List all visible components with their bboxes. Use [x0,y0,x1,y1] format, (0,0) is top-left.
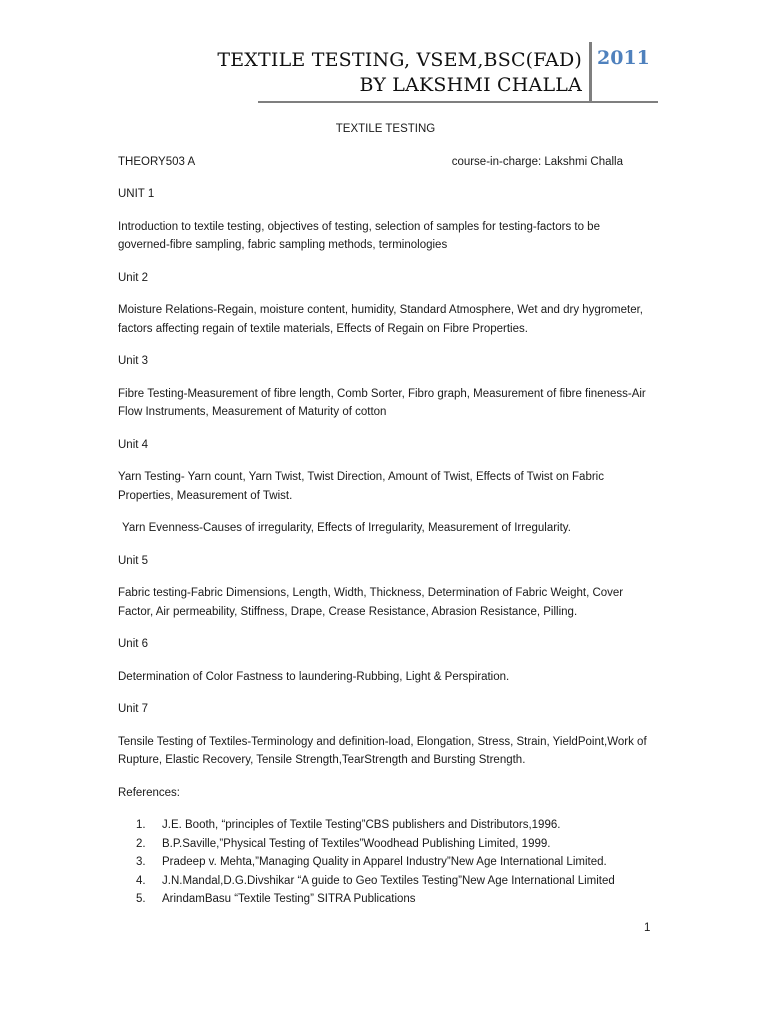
page-number: 1 [644,922,651,934]
reference-text: ArindamBasu “Textile Testing” SITRA Publications [162,893,416,905]
header-author-line: BY LAKSHMI CHALLA [359,74,582,96]
header-rule [258,101,658,103]
theory-code: THEORY503 A [118,155,196,168]
references-list [118,816,653,909]
reference-number: 4. [136,874,146,887]
unit-paragraph: Fabric testing-Fabric Dimensions, Length, Width, Thickness, Determination of Fabric Weight, Cover Factor, Air permeability, Stiffness, Drape, Crease Resistance, Abrasion Resistance, Pilling. [118,587,624,618]
header-text [217,48,582,98]
header-year: 2011 [597,47,650,69]
unit-paragraph: Moisture Relations-Regain, moisture content, humidity, Standard Atmosphere, Wet and dry hygrometer, factors affecting regain of textile materials, Effects of Regain on Fibre Properties. [118,304,643,335]
unit-heading: Unit 2 [118,271,149,284]
reference-item [118,835,653,854]
unit-heading: Unit 5 [118,554,149,567]
unit-paragraph: Introduction to textile testing, objectives of testing, selection of samples for testing-factors to be governed-fibre sampling, fabric sampling methods, terminologies [118,220,600,251]
reference-item [118,872,653,891]
unit-heading: Unit 3 [118,355,149,367]
reference-number: 2. [136,837,146,850]
reference-text: J.N.Mandal,D.G.Divshikar “A guide to Geo Textiles Testing”New Age International Limited [162,874,615,887]
page-header [0,0,768,104]
reference-number: 5. [136,893,146,905]
unit-heading: UNIT 1 [118,188,155,200]
document-body [118,120,653,909]
reference-number: 3. [136,856,146,868]
reference-item [118,890,653,909]
reference-text: Pradeep v. Mehta,”Managing Quality in Apparel Industry”New Age International Limited. [162,856,607,868]
units-list [118,185,653,770]
reference-text: B.P.Saville,”Physical Testing of Textiles”Woodhead Publishing Limited, 1999. [162,837,551,850]
unit-heading: Unit 6 [118,638,149,650]
reference-text: J.E. Booth, “principles of Textile Testing”CBS publishers and Distributors,1996. [162,819,561,831]
course-in-charge: course-in-charge: Lakshmi Challa [451,155,623,168]
unit-heading: Unit 4 [118,438,149,451]
reference-number: 1. [136,819,146,831]
unit-heading: Unit 7 [118,703,149,715]
unit-paragraph: Tensile Testing of Textiles-Terminology and definition-load, Elongation, Stress, Strain, YieldPoint,Work of Rupture, Elastic Recovery, Tensile Strength,TearStrength and Bursting Strength. [118,735,647,766]
references-heading: References: [118,786,181,799]
unit-paragraph: Yarn Evenness-Causes of irregularity, Effects of Irregularity, Measurement of Irregularity. [122,522,571,534]
header-course-line: TEXTILE TESTING, VSEM,BSC(FAD) [217,49,582,71]
unit-paragraph: Determination of Color Fastness to laundering-Rubbing, Light & Perspiration. [118,670,510,683]
document-title: TEXTILE TESTING [335,123,436,135]
header-divider [589,42,592,102]
reference-item [118,853,653,872]
course-meta [118,153,653,172]
unit-paragraph: Fibre Testing-Measurement of fibre length, Comb Sorter, Fibro graph, Measurement of fibre fineness-Air Flow Instruments, Measurement of Maturity of cotton [118,387,646,418]
reference-item [118,816,653,835]
unit-paragraph: Yarn Testing- Yarn count, Yarn Twist, Twist Direction, Amount of Twist, Effects of Twist on Fabric Properties, Measurement of Twist. [118,471,604,502]
